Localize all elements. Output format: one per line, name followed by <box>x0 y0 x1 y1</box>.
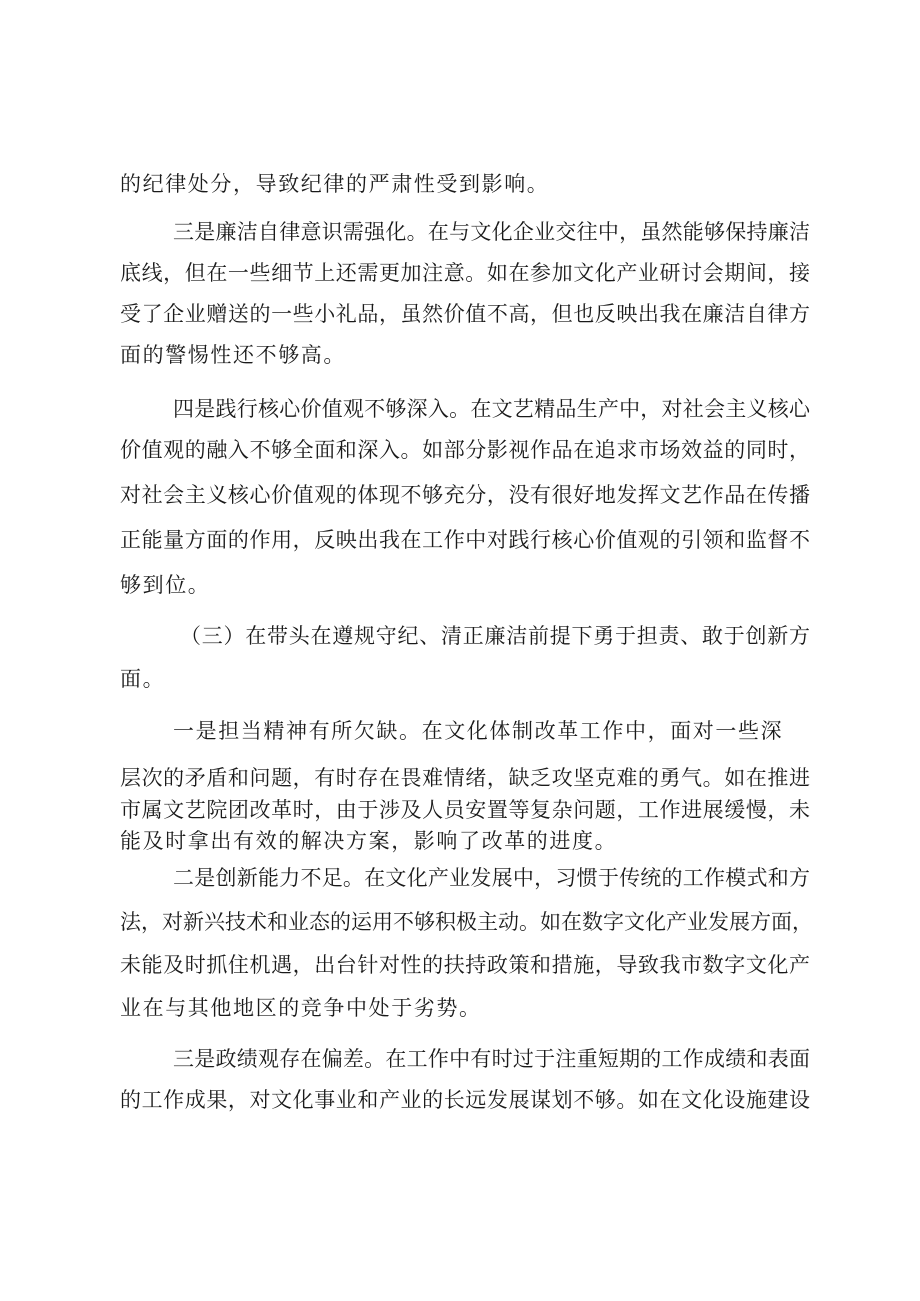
text-line: 对社会主义核心价值观的体现不够充分，没有很好地发挥文艺作品在传播 <box>120 483 810 507</box>
text-line: 三是廉洁自律意识需强化。在与文化企业交往中，虽然能够保持廉洁 <box>173 220 810 244</box>
text-line: 受了企业赠送的一些小礼品，虽然价值不高，但也反映出我在廉洁自律方 <box>120 302 810 326</box>
text-line: 法，对新兴技术和业态的运用不够积极主动。如在数字文化产业发展方面， <box>120 910 813 934</box>
text-line: 够到位。 <box>120 573 211 597</box>
text-line: 一是担当精神有所欠缺。在文化体制改革工作中，面对一些深 <box>173 719 784 743</box>
text-line: 底线，但在一些细节上还需更加注意。如在参加文化产业研讨会期间，接 <box>120 261 810 285</box>
text-line: 市属文艺院团改革时，由于涉及人员安置等复杂问题，工作进展缓慢，未 <box>120 798 810 822</box>
text-line: 业在与其他地区的竞争中处于劣势。 <box>120 996 482 1020</box>
text-line: 三是政绩观存在偏差。在工作中有时过于注重短期的工作成绩和表面 <box>173 1047 810 1071</box>
text-line: 的工作成果，对文化事业和产业的长远发展谋划不够。如在文化设施建设 <box>120 1088 810 1112</box>
text-line: 能及时拿出有效的解决方案，影响了改革的进度。 <box>120 829 618 853</box>
text-line: 面的警惕性还不够高。 <box>120 343 346 367</box>
section-heading: （三）在带头在遵规守纪、清正廉洁前提下勇于担责、敢于创新方 <box>180 624 810 648</box>
text-line: 层次的矛盾和问题，有时存在畏难情绪，缺乏攻坚克难的勇气。如在推进 <box>120 766 810 790</box>
text-line: 四是践行核心价值观不够深入。在文艺精品生产中，对社会主义核心 <box>173 397 810 421</box>
text-line: 的纪律处分，导致纪律的严肃性受到影响。 <box>120 172 550 196</box>
text-line: 二是创新能力不足。在文化产业发展中，习惯于传统的工作模式和方 <box>173 866 810 890</box>
text-line: 价值观的融入不够全面和深入。如部分影视作品在追求市场效益的同时， <box>120 438 810 462</box>
section-heading-continuation: 面。 <box>120 667 166 691</box>
text-line: 正能量方面的作用，反映出我在工作中对践行核心价值观的引领和监督不 <box>120 528 810 552</box>
text-line: 未能及时抓住机遇，出台针对性的扶持政策和措施，导致我市数字文化产 <box>120 953 810 977</box>
